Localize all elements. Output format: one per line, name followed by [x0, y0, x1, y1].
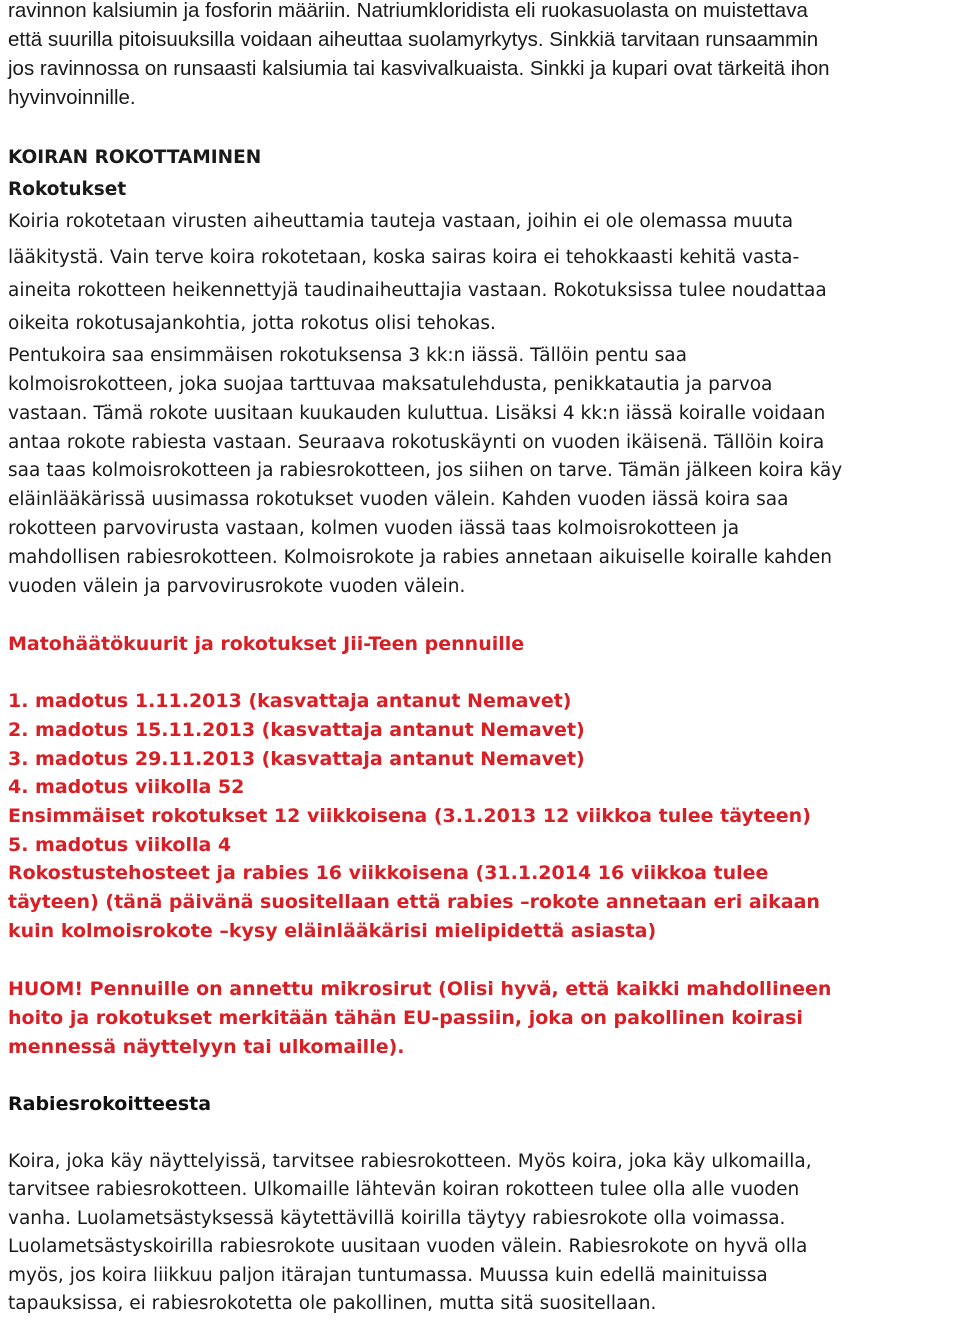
notice-line: hoito ja rokotukset merkitään tähän EU-passiin, joka on pakollinen koirasi	[8, 1007, 803, 1029]
schedule-item: 3. madotus 29.11.2013 (kasvattaja antanut Nemavet)	[8, 748, 585, 770]
intro-line: hyvinvoinnille.	[8, 86, 136, 109]
body-line: mahdollisen rabiesrokotteen. Kolmoisrokote ja rabies annetaan aikuiselle koiralle kahden	[8, 547, 833, 568]
body-line: Pentukoira saa ensimmäisen rokotuksensa 3 kk:n iässä. Tällöin pentu saa	[8, 345, 687, 366]
notice-line: mennessä näyttelyyn tai ulkomaille).	[8, 1036, 405, 1058]
body-line: kolmoisrokotteen, joka suojaa tarttuvaa maksatulehdusta, penikkatautia ja parvoa	[8, 374, 773, 395]
body-line: oikeita rokotusajankohtia, jotta rokotus olisi tehokas.	[8, 313, 496, 334]
intro-line: ravinnon kalsiumin ja fosforin määriin. Natriumkloridista eli ruokasuolasta on muistettava	[8, 0, 808, 22]
rabies-line: myös, jos koira liikkuu paljon itärajan tuntumassa. Muussa kuin edellä mainituissa	[8, 1265, 768, 1286]
rabies-line: tapauksissa, ei rabiesrokotetta ole pakollinen, mutta sitä suositellaan.	[8, 1293, 657, 1314]
schedule-item: täyteen) (tänä päivänä suositellaan että rabies –rokote annetaan eri aikaan	[8, 891, 820, 913]
body-line: vastaan. Tämä rokote uusitaan kuukauden kuluttua. Lisäksi 4 kk:n iässä koiralle voidaan	[8, 403, 826, 424]
rabies-title: Rabiesrokoitteesta	[8, 1093, 212, 1115]
body-line: saa taas kolmoisrokotteen ja rabiesrokotteen, jos siihen on tarve. Tämän jälkeen koira käy	[8, 460, 843, 481]
rabies-line: Koira, joka käy näyttelyissä, tarvitsee rabiesrokotteen. Myös koira, joka käy ulkomailla,	[8, 1151, 812, 1172]
schedule-item: 4. madotus viikolla 52	[8, 776, 245, 798]
schedule-item: Ensimmäiset rokotukset 12 viikkoisena (3.1.2013 12 viikkoa tulee täyteen)	[8, 805, 811, 827]
body-line: rokotteen parvovirusta vastaan, kolmen vuoden iässä taas kolmoisrokotteen ja	[8, 518, 740, 539]
body-line: lääkitystä. Vain terve koira rokotetaan, koska sairas koira ei tehokkaasti kehitä vasta-	[8, 247, 800, 268]
body-line: antaa rokote rabiesta vastaan. Seuraava rokotuskäynti on vuoden ikäisenä. Tällöin koira	[8, 432, 825, 453]
schedule-item: kuin kolmoisrokote –kysy eläinlääkärisi mielipidettä asiasta)	[8, 920, 657, 942]
rabies-line: tarvitsee rabiesrokotteen. Ulkomaille lähtevän koiran rokotteen tulee olla alle vuoden	[8, 1179, 800, 1200]
intro-line: että suurilla pitoisuuksilla voidaan aiheuttaa suolamyrkytys. Sinkkiä tarvitaan runsaammin	[8, 28, 819, 51]
section-title: KOIRAN ROKOTTAMINEN	[8, 147, 262, 168]
intro-line: jos ravinnossa on runsaasti kalsiumia tai kasvivalkuaista. Sinkki ja kupari ovat tärkeitä ihon	[8, 57, 830, 80]
schedule-title: Matohäätökuurit ja rokotukset Jii-Teen pennuille	[8, 633, 525, 655]
body-line: aineita rokotteen heikennettyjä taudinaiheuttajia vastaan. Rokotuksissa tulee noudattaa	[8, 280, 827, 301]
schedule-item: Rokostustehosteet ja rabies 16 viikkoisena (31.1.2014 16 viikkoa tulee	[8, 862, 769, 884]
notice-line: HUOM! Pennuille on annettu mikrosirut (Olisi hyvä, että kaikki mahdollineen	[8, 978, 832, 1000]
schedule-item: 2. madotus 15.11.2013 (kasvattaja antanut Nemavet)	[8, 719, 585, 741]
rabies-line: vanha. Luolametsästyksessä käytettävillä koirilla täytyy rabiesrokote olla voimassa.	[8, 1208, 786, 1229]
body-line: Koiria rokotetaan virusten aiheuttamia tauteja vastaan, joihin ei ole olemassa muuta	[8, 211, 794, 232]
schedule-item: 5. madotus viikolla 4	[8, 834, 232, 856]
body-line: vuoden välein ja parvovirusrokote vuoden välein.	[8, 576, 466, 597]
schedule-item: 1. madotus 1.11.2013 (kasvattaja antanut Nemavet)	[8, 690, 572, 712]
rabies-line: Luolametsästyskoirilla rabiesrokote uusitaan vuoden välein. Rabiesrokote on hyvä olla	[8, 1236, 808, 1257]
section-subtitle: Rokotukset	[8, 179, 127, 200]
body-line: eläinlääkärissä uusimassa rokotukset vuoden välein. Kahden vuoden iässä koira saa	[8, 489, 789, 510]
